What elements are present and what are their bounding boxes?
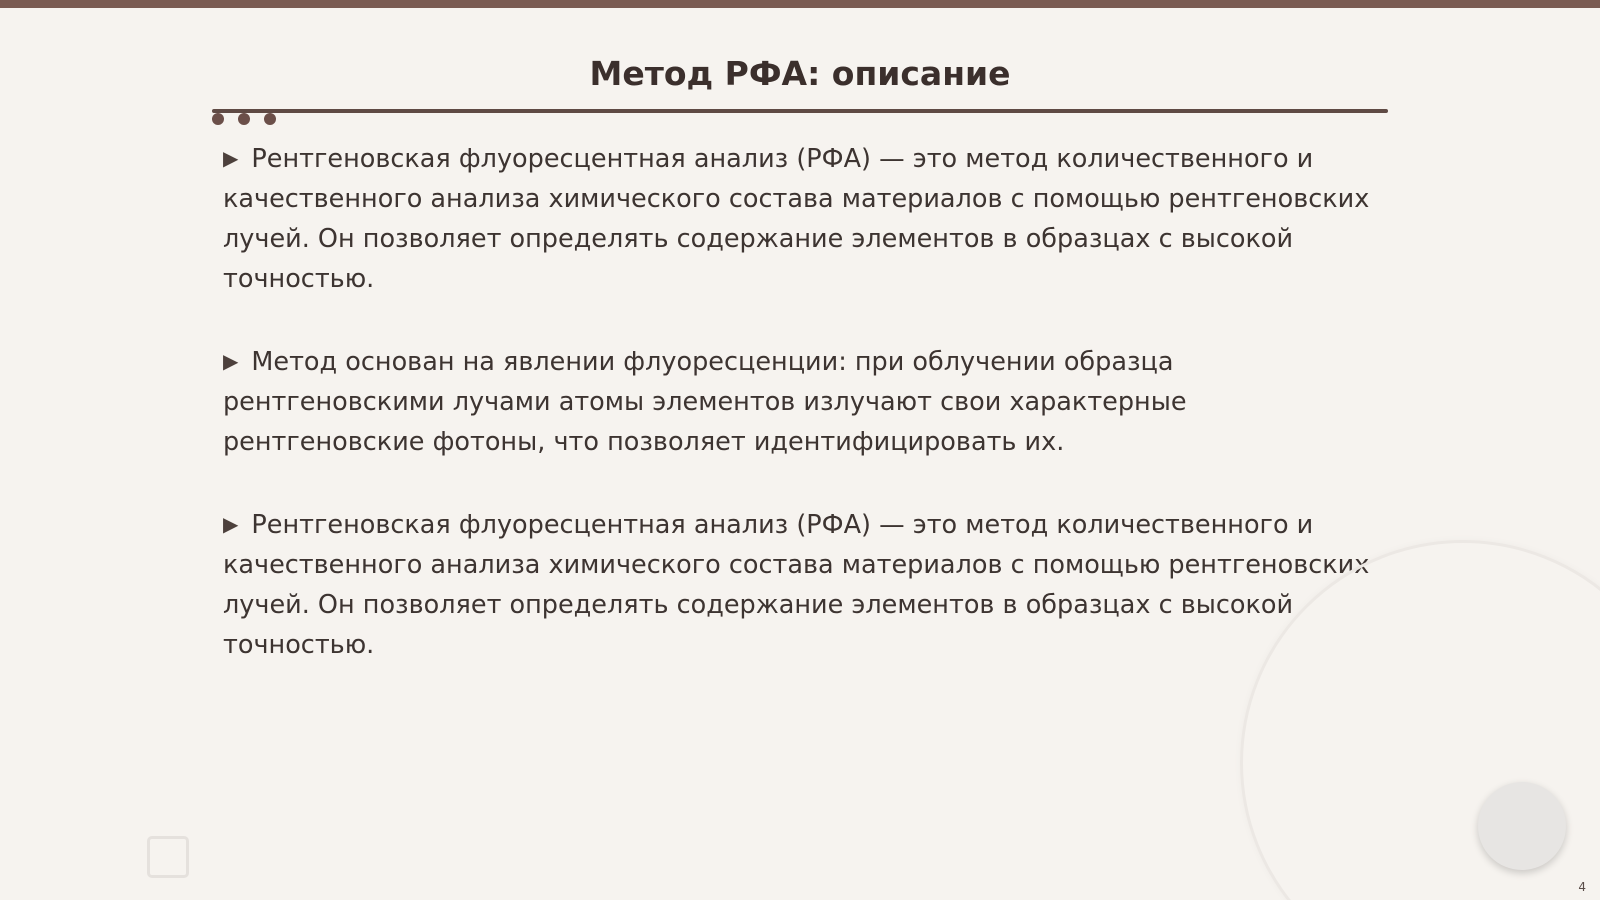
decorative-dot bbox=[212, 113, 224, 125]
decorative-dot bbox=[238, 113, 250, 125]
slide-content bbox=[223, 138, 1373, 707]
bullet-text: Рентгеновская флуоресцентная анализ (РФА) — это метод количественного и качественного анализа химического состава материалов с помощью рентгеновских лучей. Он позволяет определять содержание элементов в образцах с высокой точностью. bbox=[223, 510, 1370, 660]
triangle-right-icon: ▶ bbox=[223, 512, 239, 536]
title-underline bbox=[212, 109, 1388, 113]
bullet-item bbox=[223, 504, 1373, 665]
page-number: 4 bbox=[1578, 880, 1586, 894]
bullet-text: Рентгеновская флуоресцентная анализ (РФА) — это метод количественного и качественного анализа химического состава материалов с помощью рентгеновских лучей. Он позволяет определять содержание элементов в образцах с высокой точностью. bbox=[223, 144, 1370, 294]
decorative-knob bbox=[1478, 782, 1566, 870]
top-accent-bar bbox=[0, 0, 1600, 8]
slide-title: Метод РФА: описание bbox=[589, 54, 1011, 93]
decorative-square bbox=[147, 836, 189, 878]
triangle-right-icon: ▶ bbox=[223, 349, 239, 373]
bullet-item bbox=[223, 341, 1373, 462]
bullet-text: Метод основан на явлении флуоресценции: при облучении образца рентгеновскими лучами атомы элементов излучают свои характерные рентгеновские фотоны, что позволяет идентифицировать их. bbox=[223, 347, 1187, 457]
triangle-right-icon: ▶ bbox=[223, 146, 239, 170]
bullet-item bbox=[223, 138, 1373, 299]
decorative-dot bbox=[264, 113, 276, 125]
